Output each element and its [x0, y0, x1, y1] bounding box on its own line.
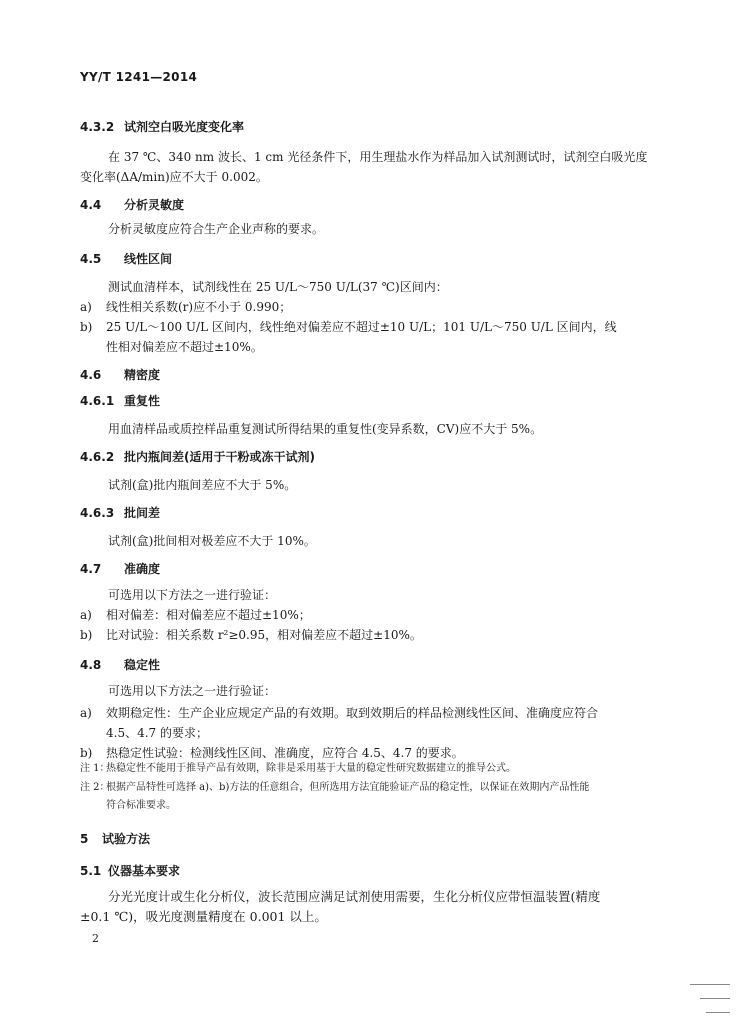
section-number: 5 [80, 832, 89, 846]
section-heading-4-4 [80, 196, 184, 213]
list-marker: b) [80, 320, 93, 334]
section-heading-4-8 [80, 656, 160, 673]
section-heading-4-6-1 [80, 392, 160, 409]
section-heading-4-6-2 [80, 448, 315, 465]
list-item-4-8-a-line2: 4.5、4.7 的要求； [106, 726, 208, 740]
list-item-4-7-b [80, 624, 422, 646]
section-heading-4-6 [80, 366, 160, 383]
list-text: 效期稳定性：生产企业应规定产品的有效期。取到效期后的样品检测线性区间、准确度应符合 [106, 706, 599, 720]
scan-artifact [700, 998, 730, 999]
paragraph-4-8: 可选用以下方法之一进行验证： [108, 684, 277, 698]
note-text: 热稳定性不能用于推导产品有效期，除非是采用基于大量的稳定性研究数据建立的推导公式。 [106, 763, 516, 774]
paragraph-5-1-line1: 分光光度计或生化分析仪，波长范围应满足试剂使用需要，生化分析仪应带恒温装置(精度 [108, 889, 601, 904]
section-heading-5 [80, 830, 150, 847]
paragraph-5-1-line2: ±0.1 ℃)，吸光度测量精度在 0.001 以上。 [80, 909, 327, 924]
section-number: 4.6.3 [80, 506, 115, 520]
list-text: 线性相关系数(r)应不小于 0.990； [106, 300, 292, 314]
section-heading-4-3-2 [80, 118, 244, 135]
section-title: 精密度 [124, 368, 161, 382]
section-number: 4.5 [80, 252, 102, 266]
list-text: 热稳定性试验：检测线性区间、准确度，应符合 4.5、4.7 的要求。 [106, 746, 464, 760]
paragraph-4-6-2: 试剂(盒)批内瓶间差应不大于 5%。 [108, 478, 297, 492]
list-text: 比对试验：相关系数 r²≥0.95，相对偏差应不超过±10%。 [106, 628, 422, 642]
paragraph-4-5: 测试血清样本，试剂线性在 25 U/L～750 U/L(37 ℃)区间内： [108, 280, 448, 294]
section-number: 4.4 [80, 198, 102, 212]
note-2 [80, 779, 589, 797]
section-number: 4.6 [80, 368, 102, 382]
section-title: 批间差 [124, 506, 161, 520]
paragraph-4-7: 可选用以下方法之一进行验证： [108, 588, 277, 602]
section-number: 4.8 [80, 658, 102, 672]
list-item-4-5-a [80, 296, 291, 318]
note-label: 注 2： [80, 782, 110, 793]
section-title: 线性区间 [124, 252, 173, 266]
note-1 [80, 760, 516, 778]
list-text: 25 U/L～100 U/L 区间内，线性绝对偏差应不超过±10 U/L；101 U/L～750 U/L 区间内，线 [106, 320, 617, 334]
list-marker: b) [80, 746, 93, 760]
section-number: 4.7 [80, 562, 102, 576]
list-item-4-7-a [80, 604, 311, 626]
standard-code-header: YY/T 1241—2014 [80, 70, 198, 84]
page-number: 2 [92, 932, 99, 945]
list-marker: a) [80, 608, 92, 622]
list-marker: a) [80, 300, 92, 314]
section-title: 重复性 [124, 394, 161, 408]
list-item-4-8-a [80, 702, 598, 724]
section-title: 试剂空白吸光度变化率 [124, 120, 245, 134]
list-item-4-5-b-line2: 性相对偏差应不超过±10%。 [106, 340, 263, 354]
section-heading-5-1 [80, 862, 180, 879]
section-title: 分析灵敏度 [124, 198, 185, 212]
note-2-line2: 符合标准要求。 [106, 800, 176, 811]
scan-artifact [690, 984, 730, 985]
paragraph-4-4: 分析灵敏度应符合生产企业声称的要求。 [108, 222, 325, 236]
section-title: 稳定性 [124, 658, 161, 672]
note-text: 根据产品特性可选择 a)、b)方法的任意组合，但所选用方法宜能验证产品的稳定性，以保证在效期内产品性能 [106, 782, 590, 793]
section-title: 准确度 [124, 562, 161, 576]
section-title: 仪器基本要求 [108, 864, 181, 878]
list-text: 相对偏差：相对偏差应不超过±10%； [106, 608, 311, 622]
list-marker: a) [80, 706, 92, 720]
section-heading-4-7 [80, 560, 160, 577]
scan-artifact [706, 1012, 730, 1013]
section-number: 5.1 [80, 864, 102, 878]
paragraph-4-6-1: 用血清样品或质控样品重复测试所得结果的重复性(变异系数，CV)应不大于 5%。 [108, 422, 543, 436]
section-heading-4-6-3 [80, 504, 160, 521]
section-heading-4-5 [80, 250, 172, 267]
section-number: 4.6.1 [80, 394, 115, 408]
section-number: 4.3.2 [80, 120, 115, 134]
note-label: 注 1： [80, 763, 110, 774]
section-title: 试验方法 [102, 832, 151, 846]
list-marker: b) [80, 628, 93, 642]
paragraph-4-3-2-line2: 变化率(ΔA/min)应不大于 0.002。 [80, 170, 268, 184]
section-number: 4.6.2 [80, 450, 115, 464]
section-title: 批内瓶间差(适用于干粉或冻干试剂) [124, 450, 315, 464]
list-item-4-5-b [80, 316, 617, 338]
paragraph-4-6-3: 试剂(盒)批间相对极差应不大于 10%。 [108, 534, 316, 548]
paragraph-4-3-2-line1: 在 37 ℃、340 nm 波长、1 cm 光径条件下，用生理盐水作为样品加入试剂测试时，试剂空白吸光度 [108, 150, 648, 164]
